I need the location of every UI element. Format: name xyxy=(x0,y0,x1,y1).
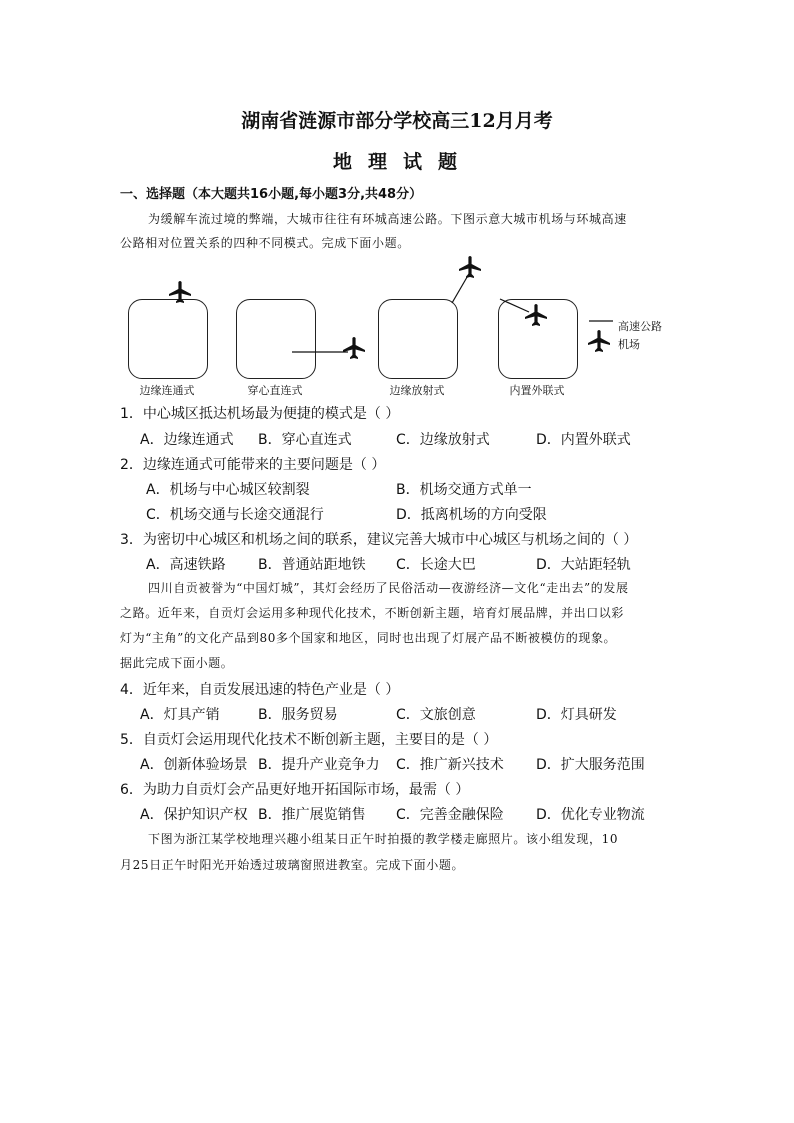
question-1-option-d[interactable]: D．内置外联式 xyxy=(536,432,631,448)
legend-airport-label: 机场 xyxy=(618,338,640,351)
question-4-stem: 4．近年来，自贡发展迅速的特色产业是（ ） xyxy=(120,682,400,698)
question-1-option-b[interactable]: B．穿心直连式 xyxy=(258,432,352,448)
question-3-option-a[interactable]: A．高速铁路 xyxy=(146,557,226,573)
city-box-edge-radial xyxy=(378,299,458,379)
caption-edge-connected: 边缘连通式 xyxy=(139,384,195,397)
city-box-edge-connected xyxy=(128,299,208,379)
question-2-stem: 2．边缘连通式可能带来的主要问题是（ ） xyxy=(120,457,386,473)
passage-1-line-1: 为缓解车流过境的弊端，大城市往往有环城高速公路。下图示意大城市机场与环城高速 xyxy=(148,212,627,226)
question-5-option-c[interactable]: C．推广新兴技术 xyxy=(396,757,504,773)
passage-1-line-2: 公路相对位置关系的四种不同模式。完成下面小题。 xyxy=(120,236,410,250)
exam-title: 湖南省涟源市部分学校高三12月月考 xyxy=(241,110,553,132)
question-4-option-a[interactable]: A．灯具产销 xyxy=(140,707,220,723)
question-2-option-d[interactable]: D．抵离机场的方向受限 xyxy=(396,507,547,523)
legend-highway-line-icon xyxy=(587,316,615,326)
question-5-stem: 5．自贡灯会运用现代化技术不断创新主题，主要目的是（ ） xyxy=(120,732,498,748)
legend-airplane-icon xyxy=(587,329,611,353)
legend-highway-label: 高速公路 xyxy=(618,320,662,333)
question-3-option-d[interactable]: D．大站距轻轨 xyxy=(536,557,631,573)
question-2-option-c[interactable]: C．机场交通与长途交通混行 xyxy=(146,507,324,523)
section-heading: 一、选择题（本大题共16小题,每小题3分,共48分） xyxy=(120,187,423,202)
question-2-option-a[interactable]: A．机场与中心城区较割裂 xyxy=(146,482,310,498)
airplane-icon xyxy=(168,280,192,304)
question-5-option-b[interactable]: B．提升产业竞争力 xyxy=(258,757,380,773)
question-3-option-c[interactable]: C．长途大巴 xyxy=(396,557,476,573)
passage-2-line-4: 据此完成下面小题。 xyxy=(120,656,234,670)
question-6-stem: 6．为助力自贡灯会产品更好地开拓国际市场，最需（ ） xyxy=(120,782,470,798)
question-2-option-b[interactable]: B．机场交通方式单一 xyxy=(396,482,532,498)
airplane-icon xyxy=(342,336,366,360)
passage-3-line-1: 下图为浙江某学校地理兴趣小组某日正午时拍摄的教学楼走廊照片。该小组发现，10 xyxy=(148,832,619,846)
question-1-option-a[interactable]: A．边缘连通式 xyxy=(140,432,234,448)
question-3-option-b[interactable]: B．普通站距地铁 xyxy=(258,557,366,573)
passage-3-line-2: 月25日正午时阳光开始透过玻璃窗照进教室。完成下面小题。 xyxy=(120,858,465,872)
question-4-option-b[interactable]: B．服务贸易 xyxy=(258,707,338,723)
question-5-option-d[interactable]: D．扩大服务范围 xyxy=(536,757,645,773)
question-1-option-c[interactable]: C．边缘放射式 xyxy=(396,432,490,448)
question-6-option-a[interactable]: A．保护知识产权 xyxy=(140,807,248,823)
passage-2-line-3: 灯为“主角”的文化产品到80多个国家和地区，同时也出现了灯展产品不断被模仿的现象。 xyxy=(120,631,617,645)
question-1-stem: 1．中心城区抵达机场最为便捷的模式是（ ） xyxy=(120,406,400,422)
exam-subtitle: 地理试题 xyxy=(332,151,473,173)
passage-2-line-1: 四川自贡被誉为“中国灯城”，其灯会经历了民俗活动—夜游经济—文化“走出去”的发展 xyxy=(148,581,629,595)
airplane-icon xyxy=(458,255,482,279)
question-3-stem: 3．为密切中心城区和机场之间的联系，建议完善大城市中心城区与机场之间的（ ） xyxy=(120,532,638,548)
question-6-option-c[interactable]: C．完善金融保险 xyxy=(396,807,504,823)
question-5-option-a[interactable]: A．创新体验场景 xyxy=(140,757,248,773)
question-6-option-b[interactable]: B．推广展览销售 xyxy=(258,807,366,823)
passage-2-line-2: 之路。近年来，自贡灯会运用多种现代化技术，不断创新主题，培育灯展品牌，并出口以彩 xyxy=(120,606,625,620)
question-4-option-d[interactable]: D．灯具研发 xyxy=(536,707,617,723)
question-6-option-d[interactable]: D．优化专业物流 xyxy=(536,807,645,823)
caption-through-center: 穿心直连式 xyxy=(247,384,303,397)
caption-edge-radial: 边缘放射式 xyxy=(389,384,445,397)
airplane-icon xyxy=(524,303,548,327)
question-4-option-c[interactable]: C．文旅创意 xyxy=(396,707,476,723)
caption-inner-built: 内置外联式 xyxy=(509,384,565,397)
